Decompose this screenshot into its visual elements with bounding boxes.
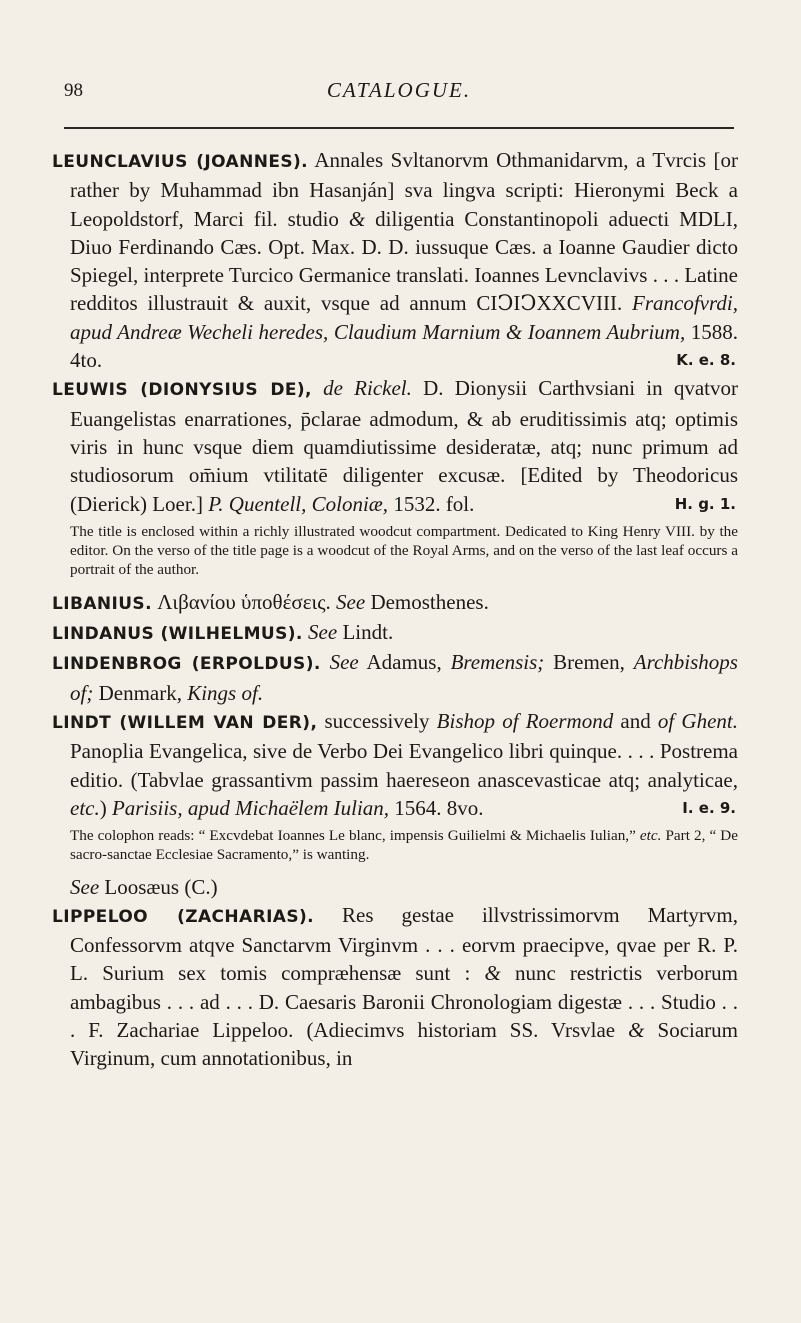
see-also-line	[70, 873, 738, 901]
page-number: 98	[64, 80, 83, 101]
note-text: Part 2, “ De sacro-sanctae Ecclesiae Sacramento,” is wanting.	[70, 827, 738, 864]
see-reference: See	[320, 650, 359, 675]
header-rule	[64, 127, 734, 129]
entry-text: Panoplia Evangelica, sive de Verbo Dei Evangelico libri quinque. . . . Postrema editio. (Tabvlae grassantivm passim haereseon anascevasticae atq; analyticae,	[70, 739, 738, 792]
entry-note: The title is enclosed within a richly illustrated woodcut compartment. Dedicated to King Henry VIII. by the editor. On the verso of the title page is a woodcut of the Royal Arms, and on the verso of the last leaf occurs a portrait of the author.	[70, 522, 738, 579]
entry-heading: LIBANIUS.	[52, 593, 152, 614]
entry-heading: LINDENBROG (ERPOLDUS).	[52, 654, 321, 675]
entry-text: nunc restrictis verborum ambagibus . . . ad . . . D. Caesaris Baronii Chronologiam digestæ . . . Studio . . . F. Zachariae Lippeloo. (Adiecimvs historiam SS. Vrsvlae	[70, 961, 738, 1042]
entry-libanius	[52, 588, 738, 618]
entry-text: Bremen,	[544, 650, 634, 675]
entry-leuwis	[52, 374, 738, 517]
shelfmark: K. e. 8.	[676, 351, 736, 370]
imprint: Parisiis, apud Michaëlem Iulian,	[111, 795, 390, 820]
ampersand: &	[628, 1017, 645, 1042]
entry-text: 1564. 8vo.	[389, 795, 484, 820]
entry-text: successively	[317, 708, 437, 733]
entry-lindanus	[52, 618, 738, 648]
entry-heading: LEUNCLAVIUS (JOANNES).	[52, 152, 309, 172]
entry-note	[70, 826, 738, 865]
catalogue-body	[52, 146, 738, 1073]
imprint: Francofvrdi, apud Andreæ Wecheli heredes, Claudium Marnium & Ioannem Aubrium,	[70, 291, 738, 344]
entry-heading: LIPPELOO (ZACHARIAS).	[52, 906, 315, 927]
entry-heading: LINDANUS (WILHELMUS).	[52, 624, 303, 645]
entry-lindenbrog	[52, 648, 738, 707]
entry-text: Kings of.	[187, 680, 264, 705]
entry-text: Denmark,	[93, 680, 188, 705]
entry-leunclavius	[52, 146, 738, 374]
entry-heading: LEUWIS (DIONYSIUS DE),	[52, 380, 312, 401]
entry-text: Archbishops of;	[70, 650, 738, 705]
see-reference: See	[336, 589, 366, 614]
entry-text: D. Dionysii Carthvsiani in qvatvor Euangelistas enarrationes, p̄clarae admodum, & ab eruditissimis atq; optimis viris in hunc vsque diem quamdiutissime desideratæ, atq; nunc primum ad studiosorum om̄ium vtilitatē diligenter excusæ. [Edited by Theodoricus (Dierick) Loer.]	[70, 376, 738, 516]
page-header	[64, 78, 734, 118]
entry-lindt	[52, 707, 738, 822]
ampersand: &	[348, 206, 366, 231]
entry-text: 1588. 4to.	[70, 319, 738, 373]
entry-text: Bishop of Roermond	[436, 708, 614, 733]
entry-lippeloo	[52, 901, 738, 1073]
entry-text: de Rickel.	[311, 376, 412, 401]
running-title: CATALOGUE.	[326, 78, 472, 102]
entry-text: Demosthenes.	[365, 589, 489, 614]
note-text: The colophon reads: “ Excvdebat Ioannes Le blanc, impensis Guilielmi & Michaelis Iulian,”	[70, 827, 640, 845]
entry-heading: LINDT (WILLEM VAN DER),	[52, 712, 318, 733]
ampersand: &	[484, 961, 501, 986]
entry-text: Bremensis;	[450, 650, 545, 675]
entry-text: and	[613, 708, 658, 733]
entry-text: Res gestae illvstrissimorvm Martyrvm, Confessorvm atqve Sanctarvm Virginvm . . . eorvm praecipve, qvae per R. P. L. Surium sex tomis compræhensæ sunt :	[70, 902, 739, 986]
entry-text: etc.	[70, 795, 100, 820]
entry-text: )	[99, 795, 112, 820]
entry-text: Adamus,	[358, 650, 451, 675]
entry-text: Sociarum Virginum, cum annotationibus, in	[70, 1017, 738, 1071]
see-reference: See	[302, 620, 338, 645]
entry-text: Lindt.	[337, 620, 394, 645]
entry-text: diligentia Constantinopoli aduecti MDLI, Diuo Ferdinando Cæs. Opt. Max. D. D. iussuque Cæs. a Ioanne Gaudier dicto Spiegel, interprete Turcico Germanice translati. Ioannes Levnclavivs . . . Latine redditos illustrauit & auxit, vsque ad annum CIↃIↃXXCVIII.	[70, 206, 738, 316]
shelfmark: H. g. 1.	[674, 494, 736, 513]
shelfmark: I. e. 9.	[682, 798, 736, 817]
see-reference: See	[70, 874, 100, 899]
entry-text: Loosæus (C.)	[99, 874, 218, 899]
imprint: P. Quentell, Coloniæ,	[208, 491, 389, 516]
entry-text: of Ghent.	[657, 708, 738, 733]
note-text: etc.	[639, 827, 662, 845]
entry-text: Λιβανίου ὑποθέσεις.	[151, 589, 337, 614]
entry-text: Annales Svltanorvm Othmanidarvm, a Tvrcis [or rather by Muhammad ibn Hasanján] sva lingva scripti: Hieronymi Beck a Leopoldstorf, Marci fil. studio	[70, 148, 738, 231]
entry-text: 1532. fol.	[388, 491, 475, 516]
